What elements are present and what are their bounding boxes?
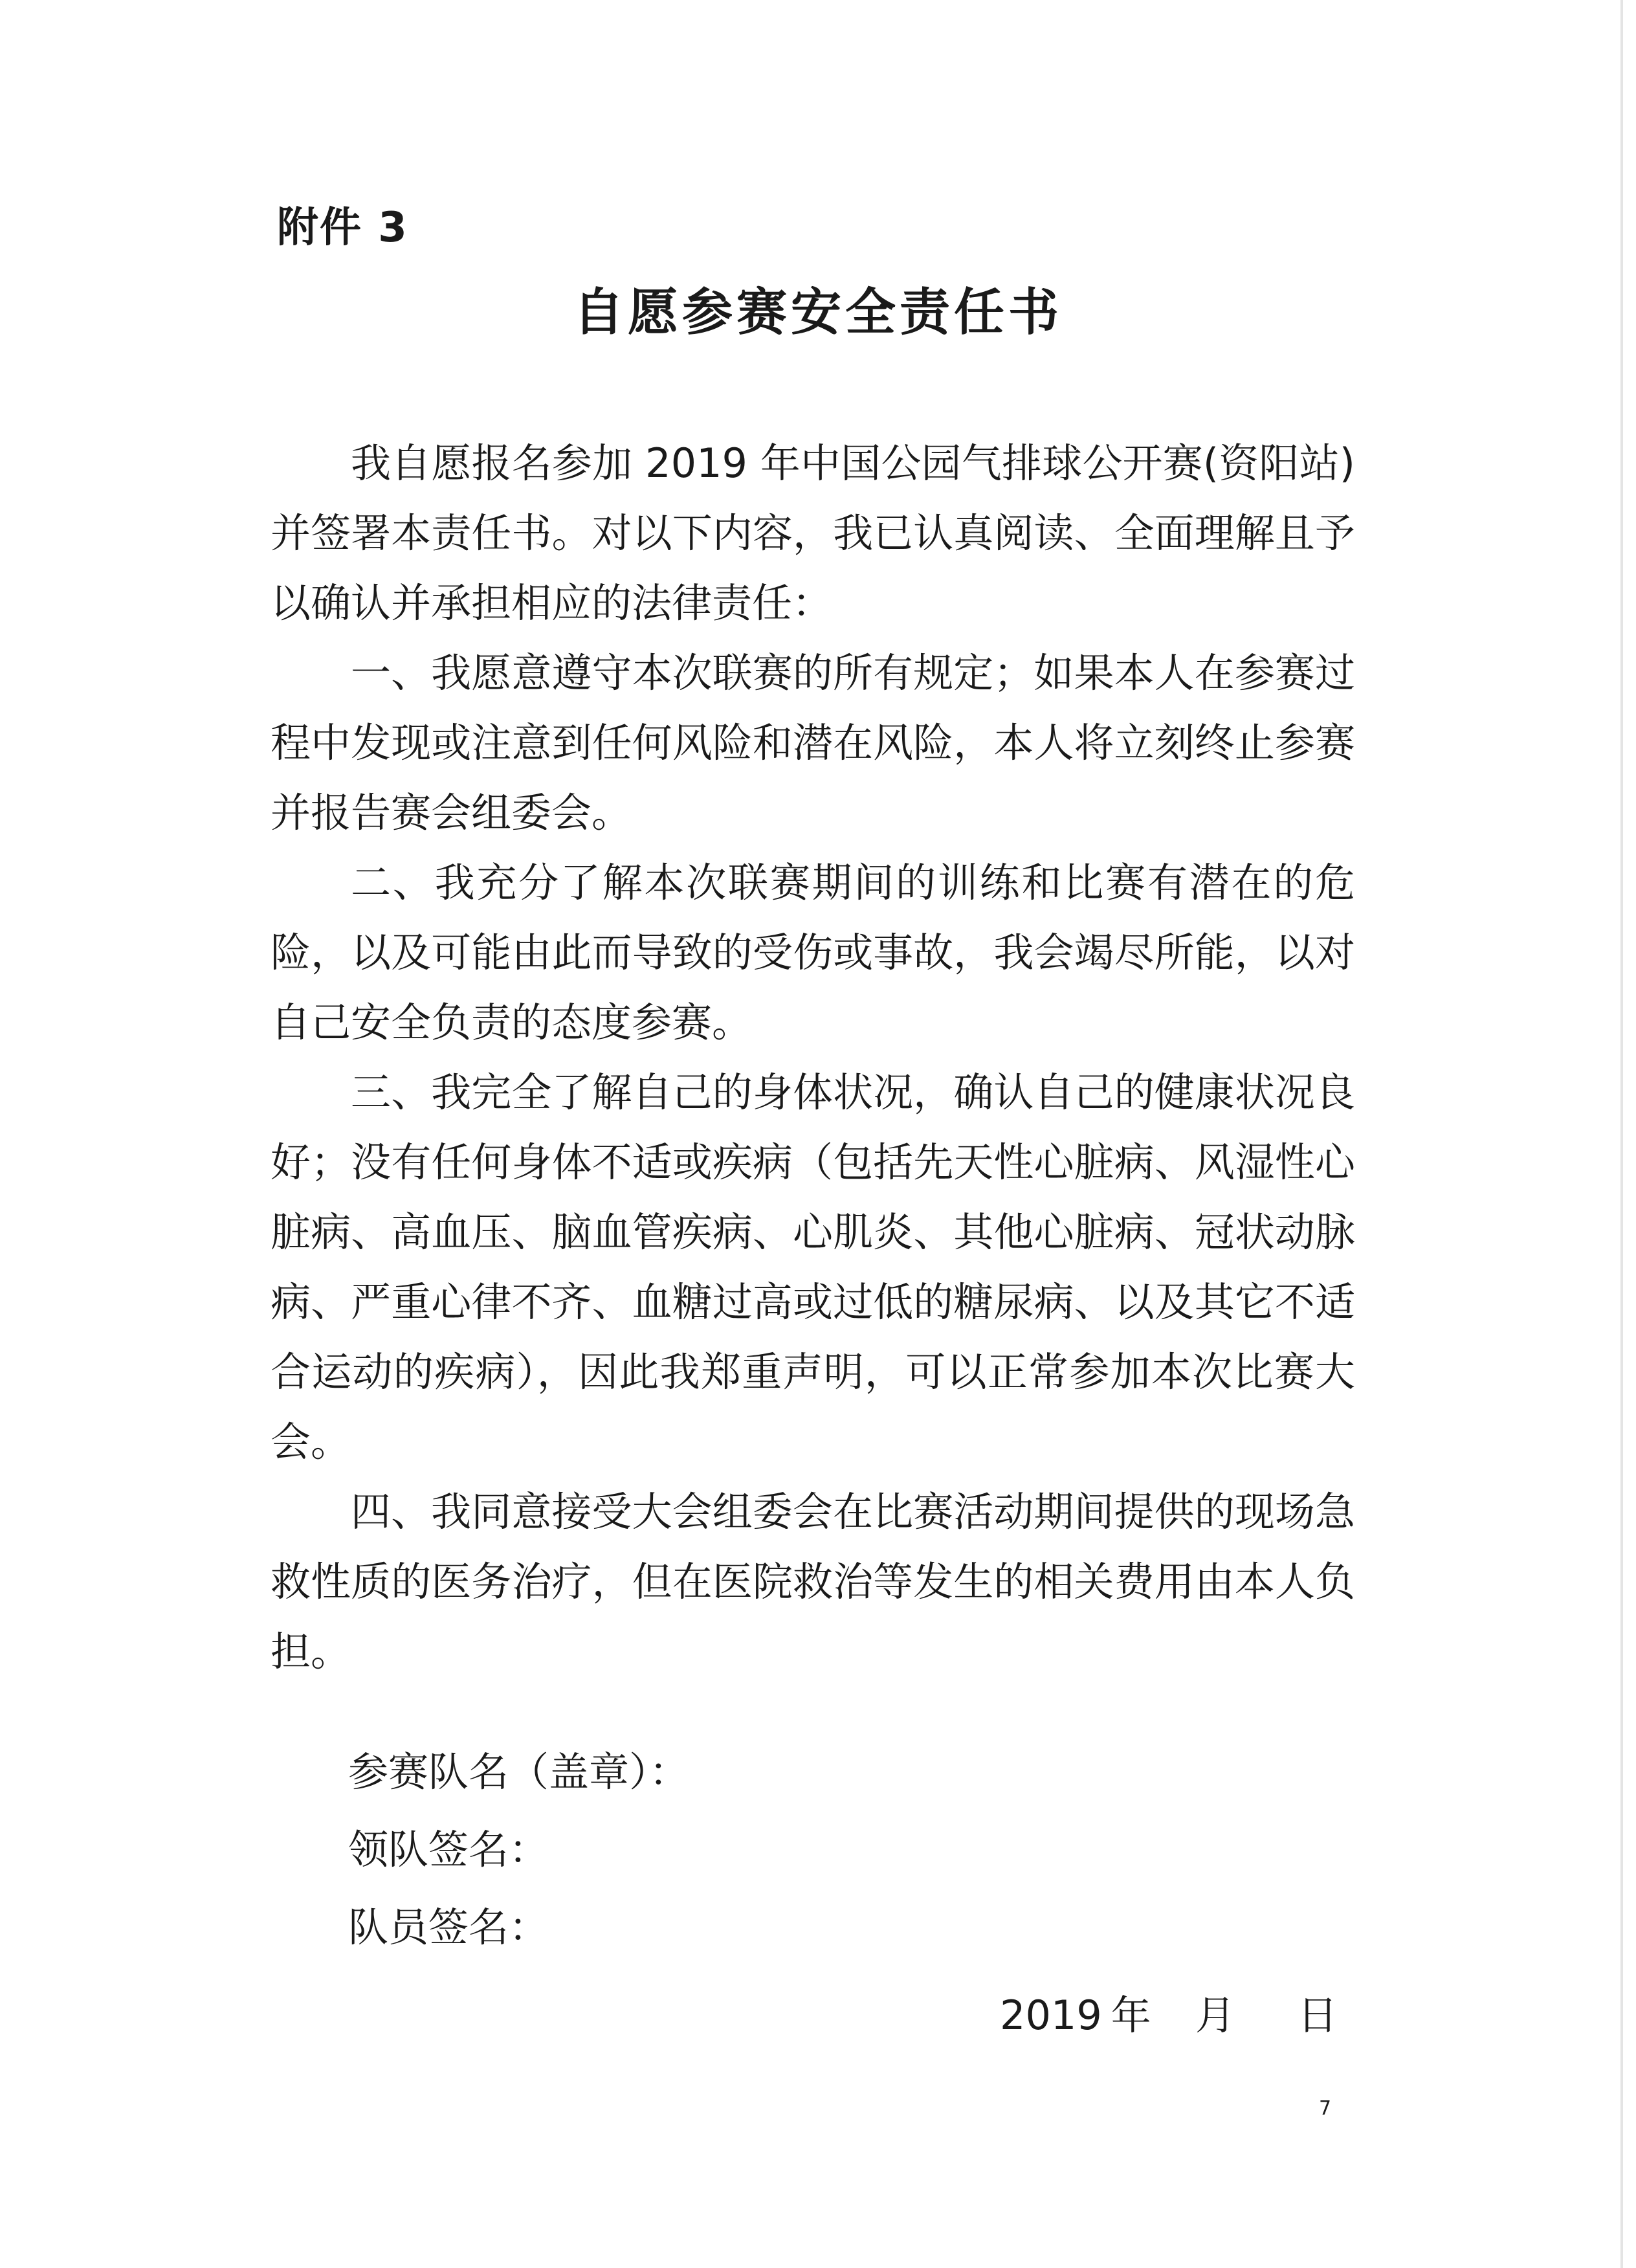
team-name-seal-field: 参赛队名（盖章）：: [348, 1748, 690, 1796]
date-month-unit: 月: [1195, 1992, 1235, 2039]
page-number: 7: [1319, 2097, 1332, 2120]
clause-1-paragraph: 一、我愿意遵守本次联赛的所有规定；如果本人在参赛过程中发现或注意到任何风险和潜在风险，本人将立刻终止参赛并报告赛会组委会。: [271, 649, 1355, 836]
date-line: [1000, 1977, 1338, 2054]
date-day-unit: 日: [1297, 1992, 1338, 2039]
document-body: [271, 428, 1355, 1687]
signature-block: [348, 1733, 689, 1966]
clause-2-paragraph: 二、我充分了解本次联赛期间的训练和比赛有潜在的危险，以及可能由此而导致的受伤或事故，我会竭尽所能，以对自己安全负责的态度参赛。: [271, 859, 1355, 1046]
intro-paragraph: 我自愿报名参加 2019 年中国公园气排球公开赛(资阳站)并签署本责任书。对以下内容，我已认真阅读、全面理解且予以确认并承担相应的法律责任：: [271, 439, 1355, 627]
attachment-label: 附件 3: [277, 204, 408, 252]
clause-4-paragraph: 四、我同意接受大会组委会在比赛活动期间提供的现场急救性质的医务治疗，但在医院救治等发生的相关费用由本人负担。: [271, 1488, 1355, 1675]
members-signature-field: 队员签名：: [348, 1904, 549, 1951]
clause-3-paragraph: 三、我完全了解自己的身体状况，确认自己的健康状况良好；没有任何身体不适或疾病（包括先天性心脏病、风湿性心脏病、高血压、脑血管疾病、心肌炎、其他心脏病、冠状动脉病、严重心律不齐、血糖过高或过低的糖尿病、以及其它不适合运动的疾病），因此我郑重声明，可以正常参加本次比赛大会。: [271, 1069, 1355, 1465]
date-year-unit: 年: [1111, 1992, 1151, 2039]
date-year: 2019: [1000, 1992, 1102, 2039]
document-title: 自愿参赛安全责任书: [573, 283, 1063, 342]
leader-signature-field: 领队签名：: [348, 1826, 549, 1873]
